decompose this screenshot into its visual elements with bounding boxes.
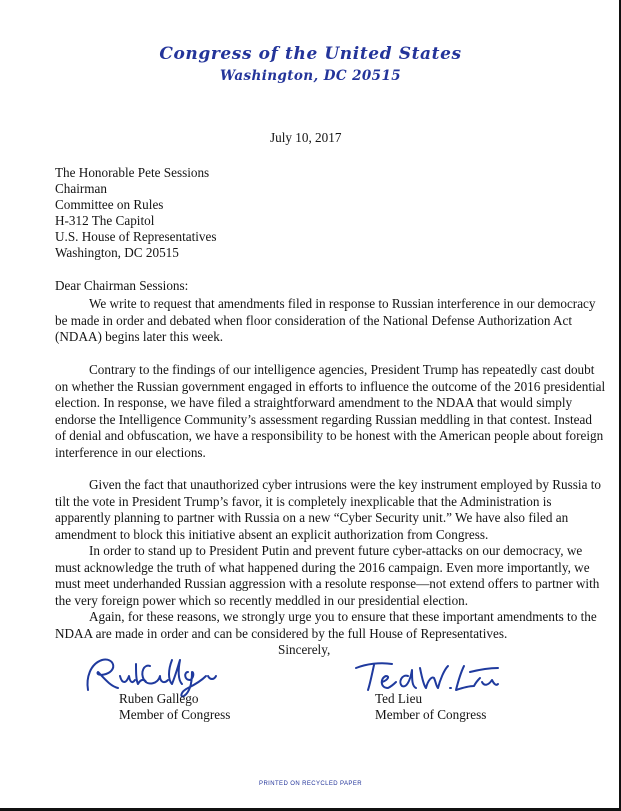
paragraph-line: amendment to block this initiative absent an explicit authorization from Congress. bbox=[55, 526, 489, 542]
paragraph bbox=[55, 543, 600, 609]
paragraph-line: on whether the Russian government engaged in efforts to influence the outcome of the 2016 presidential bbox=[55, 378, 606, 394]
address-line: Chairman bbox=[55, 181, 108, 196]
paragraph bbox=[55, 609, 597, 642]
footer-recycled-paper: PRINTED ON RECYCLED PAPER bbox=[259, 781, 362, 787]
paragraph bbox=[55, 362, 606, 461]
paragraph-line: Contrary to the findings of our intelligence agencies, President Trump has repeatedly cast doubt bbox=[89, 362, 595, 377]
paragraph-line: apparently planning to partner with Russia on a new “Cyber Security unit.” We have also filed an bbox=[55, 510, 569, 525]
signatory-title: Member of Congress bbox=[375, 707, 487, 722]
letterhead-subtitle: Washington, DC 20515 bbox=[219, 68, 402, 84]
paragraph-line: election. In response, we have filed a straightforward amendment to the NDAA that would simply bbox=[55, 395, 573, 410]
paragraph-line: must meet underhanded Russian aggression with a resolute response—not extend offers to partner with bbox=[55, 576, 600, 591]
address-line: U.S. House of Representatives bbox=[55, 229, 217, 244]
signatory-title: Member of Congress bbox=[119, 707, 231, 722]
address-line: H-312 The Capitol bbox=[55, 213, 155, 228]
letterhead-title: Congress of the United States bbox=[159, 44, 462, 64]
paragraph-line: NDAA are made in order and can be considered by the full House of Representatives. bbox=[55, 625, 508, 641]
letter-date: July 10, 2017 bbox=[270, 130, 342, 145]
paragraph-line: We write to request that amendments filed in response to Russian interference in our democracy bbox=[89, 296, 596, 311]
paragraph-line: Again, for these reasons, we strongly urge you to ensure that these important amendments to the bbox=[89, 609, 597, 624]
paragraph-line: Given the fact that unauthorized cyber intrusions were the key instrument employed by Russia to bbox=[89, 477, 601, 492]
signatory-name: Ted Lieu bbox=[375, 691, 423, 706]
closing: Sincerely, bbox=[278, 642, 331, 657]
paragraph-line: of denial and obfuscation, we have a responsibility to be honest with the American people about foreign bbox=[55, 428, 604, 443]
signatory-name: Ruben Gallego bbox=[119, 691, 199, 706]
address-line: Washington, DC 20515 bbox=[55, 245, 179, 260]
paragraph-line: the very foreign power which so recently meddled in our presidential election. bbox=[55, 592, 469, 608]
paragraph-line: In order to stand up to President Putin and prevent future cyber-attacks on our democracy, we bbox=[89, 543, 583, 558]
paragraph-line: endorse the Intelligence Community’s assessment regarding Russian meddling in that contest. Instead bbox=[55, 411, 592, 427]
paragraph-line: must acknowledge the truth of what happened during the 2016 campaign. Even more importantly, we bbox=[55, 559, 590, 575]
paragraph bbox=[55, 477, 601, 543]
salutation: Dear Chairman Sessions: bbox=[55, 278, 189, 293]
paragraph-line: interference in our elections. bbox=[55, 444, 206, 460]
address-line: Committee on Rules bbox=[55, 197, 164, 212]
address-line: The Honorable Pete Sessions bbox=[55, 165, 210, 180]
paragraph-line: (NDAA) begins later this week. bbox=[55, 329, 224, 344]
paragraph-line: be made in order and debated when floor consideration of the National Defense Authorization Act bbox=[55, 312, 573, 328]
paragraph bbox=[55, 296, 596, 346]
paragraph-line: tilt the vote in President Trump’s favor, it is completely inexplicable that the Administration is bbox=[55, 493, 552, 509]
